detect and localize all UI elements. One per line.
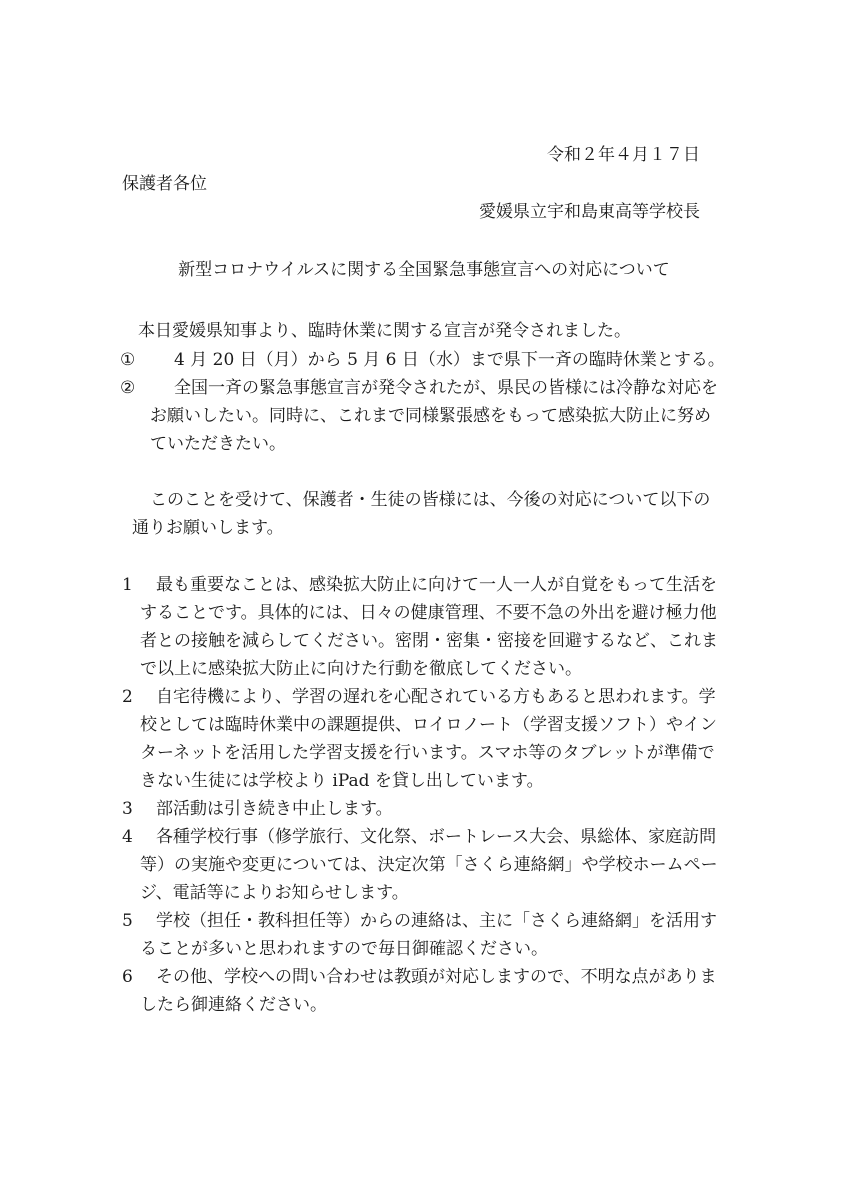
item-number: 2 bbox=[122, 687, 133, 707]
item-line: 校としては臨時休業中の課題提供、ロイロノート（学習支援ソフト）やイン bbox=[140, 715, 717, 735]
declaration-line: ていただきたい。 bbox=[150, 434, 286, 454]
item-number: 4 bbox=[122, 827, 133, 847]
item-number: 1 bbox=[122, 575, 133, 595]
request-line: このことを受けて、保護者・生徒の皆様には、今後の対応について以下の bbox=[150, 490, 711, 510]
item-line: したら御連絡ください。 bbox=[140, 995, 327, 1015]
declaration-marker: ② bbox=[120, 378, 136, 398]
sender-name: 愛媛県立宇和島東高等学校長 bbox=[479, 202, 700, 222]
item-line: きない生徒には学校より iPad を貸し出しています。 bbox=[140, 771, 544, 791]
item-line: 部活動は引き続き中止します。 bbox=[156, 799, 393, 819]
declaration-marker: ① bbox=[120, 350, 136, 370]
item-line: 学校（担任・教科担任等）からの連絡は、主に「さくら連絡網」を活用す bbox=[156, 911, 717, 931]
item-number: 6 bbox=[122, 967, 133, 987]
declaration-line: 4 月 20 日（月）から 5 月 6 日（水）まで県下一斉の臨時休業とする。 bbox=[174, 350, 725, 370]
document-date: 令和２年４月１７日 bbox=[547, 145, 700, 165]
item-line: ターネットを活用した学習支援を行います。スマホ等のタブレットが準備で bbox=[140, 743, 715, 763]
addressee: 保護者各位 bbox=[122, 174, 207, 194]
item-line: することです。具体的には、日々の健康管理、不要不急の外出を避け極力他 bbox=[140, 603, 717, 623]
item-number: 3 bbox=[122, 799, 133, 819]
item-line: 自宅待機により、学習の遅れを心配されている方もあると思われます。学 bbox=[156, 687, 716, 707]
item-line: ジ、電話等によりお知らせします。 bbox=[140, 883, 409, 903]
item-line: ることが多いと思われますので毎日御確認ください。 bbox=[140, 939, 548, 959]
request-line: 通りお願いします。 bbox=[132, 518, 284, 538]
item-number: 5 bbox=[122, 911, 133, 931]
document-title: 新型コロナウイルスに関する全国緊急事態宣言への対応について bbox=[178, 260, 670, 280]
item-line: で以上に感染拡大防止に向けた行動を徹底してください。 bbox=[140, 659, 582, 679]
item-line: 各種学校行事（修学旅行、文化祭、ボートレース大会、県総体、家庭訪問 bbox=[156, 827, 717, 847]
item-line: 者との接触を減らしてください。密閉・密集・密接を回避するなど、これま bbox=[140, 631, 718, 651]
item-line: その他、学校への問い合わせは教頭が対応しますので、不明な点がありま bbox=[156, 967, 717, 987]
declaration-line: 全国一斉の緊急事態宣言が発令されたが、県民の皆様には冷静な対応を bbox=[174, 378, 718, 398]
intro-text: 本日愛媛県知事より、臨時休業に関する宣言が発令されました。 bbox=[138, 321, 631, 341]
declaration-line: お願いしたい。同時に、これまで同様緊張感をもって感染拡大防止に努め bbox=[150, 406, 711, 426]
item-line: 最も重要なことは、感染拡大防止に向けて一人一人が自覚をもって生活を bbox=[156, 575, 717, 595]
item-line: 等）の実施や変更については、決定次第「さくら連絡網」や学校ホームペー bbox=[140, 855, 718, 875]
